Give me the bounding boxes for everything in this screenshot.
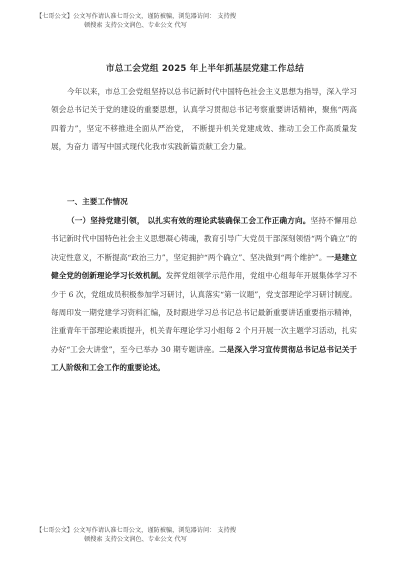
- footer-line-1: 【七哥公文】公文写作请认准七哥公文，谨防被骗，浏览器访问： 支持搜: [36, 527, 236, 534]
- footer-line-2: 顿搜索 支持公文润色、专业公文 代写: [84, 536, 187, 543]
- paragraph-text-1: 坚持不懈用总书记新时代中国特色社会主义思想凝心铸魂，教育引导广大党员干部深刻领悟“两个确立”的决定性意义，不断提高“政治三力”，坚定拥护“两个确立”、坚决做到“两个维护”。: [51, 216, 358, 262]
- intro-paragraph: 今年以来，市总工会党组坚持以总书记新时代中国特色社会主义思想为指导，深入学习领会总书记关于党的建设的重要思想，认真学习贯彻总书记考察重要讲话精神，聚焦“两高四着力”，坚定不移推进全面从严治党， 不断提升机关党建成效、推动工会工作高质量发展，为奋力 谱写中国式现代化我市实践新篇贡献工会力量。: [51, 87, 357, 152]
- header-line-2: 顿搜索 支持公文润色、专业公文 代写: [84, 22, 187, 29]
- document-title: 市总工会党组 2025 年上半年抓基层党建工作总结: [105, 64, 305, 74]
- header-line-1: 【七哥公文】公文写作请认准七哥公文，谨防被骗，浏览器访问： 支持搜: [36, 13, 236, 20]
- page-footer-notice: [36, 526, 386, 544]
- page-header-notice: [36, 12, 386, 30]
- key-point-1: 一是建立健全党的创新理论学习长效机制。: [51, 252, 357, 281]
- section-heading-1: 一、主要工作情况: [67, 197, 128, 206]
- key-point-2: 二是深入学习宣传贯彻总书记总书记关于工人阶级和工会工作的重要论述。: [51, 344, 357, 373]
- subsection-heading-1: （一）坚持党建引领， 以扎实有效的理论武装确保工会工作正确方向。: [67, 216, 311, 225]
- paragraph-text-2: 发挥党组领学示范作用，党组中心组每年开展集体学习不少于 6 次，党组成员积极参加学习研讨，认真落实“第一议题”，党支部理论学习研讨制度。每周印发一期党建学习资料汇编，及时跟进学习总书记总书记最新重要讲话重要指示精神，注重青年干部理论素质提升，机关青年理论学习小组每 2 个月开展一次主题学习活动，扎实办好“工会大讲堂”，至今已举办 30 期专题讲座。: [51, 271, 358, 354]
- body-paragraph-1: [51, 212, 357, 378]
